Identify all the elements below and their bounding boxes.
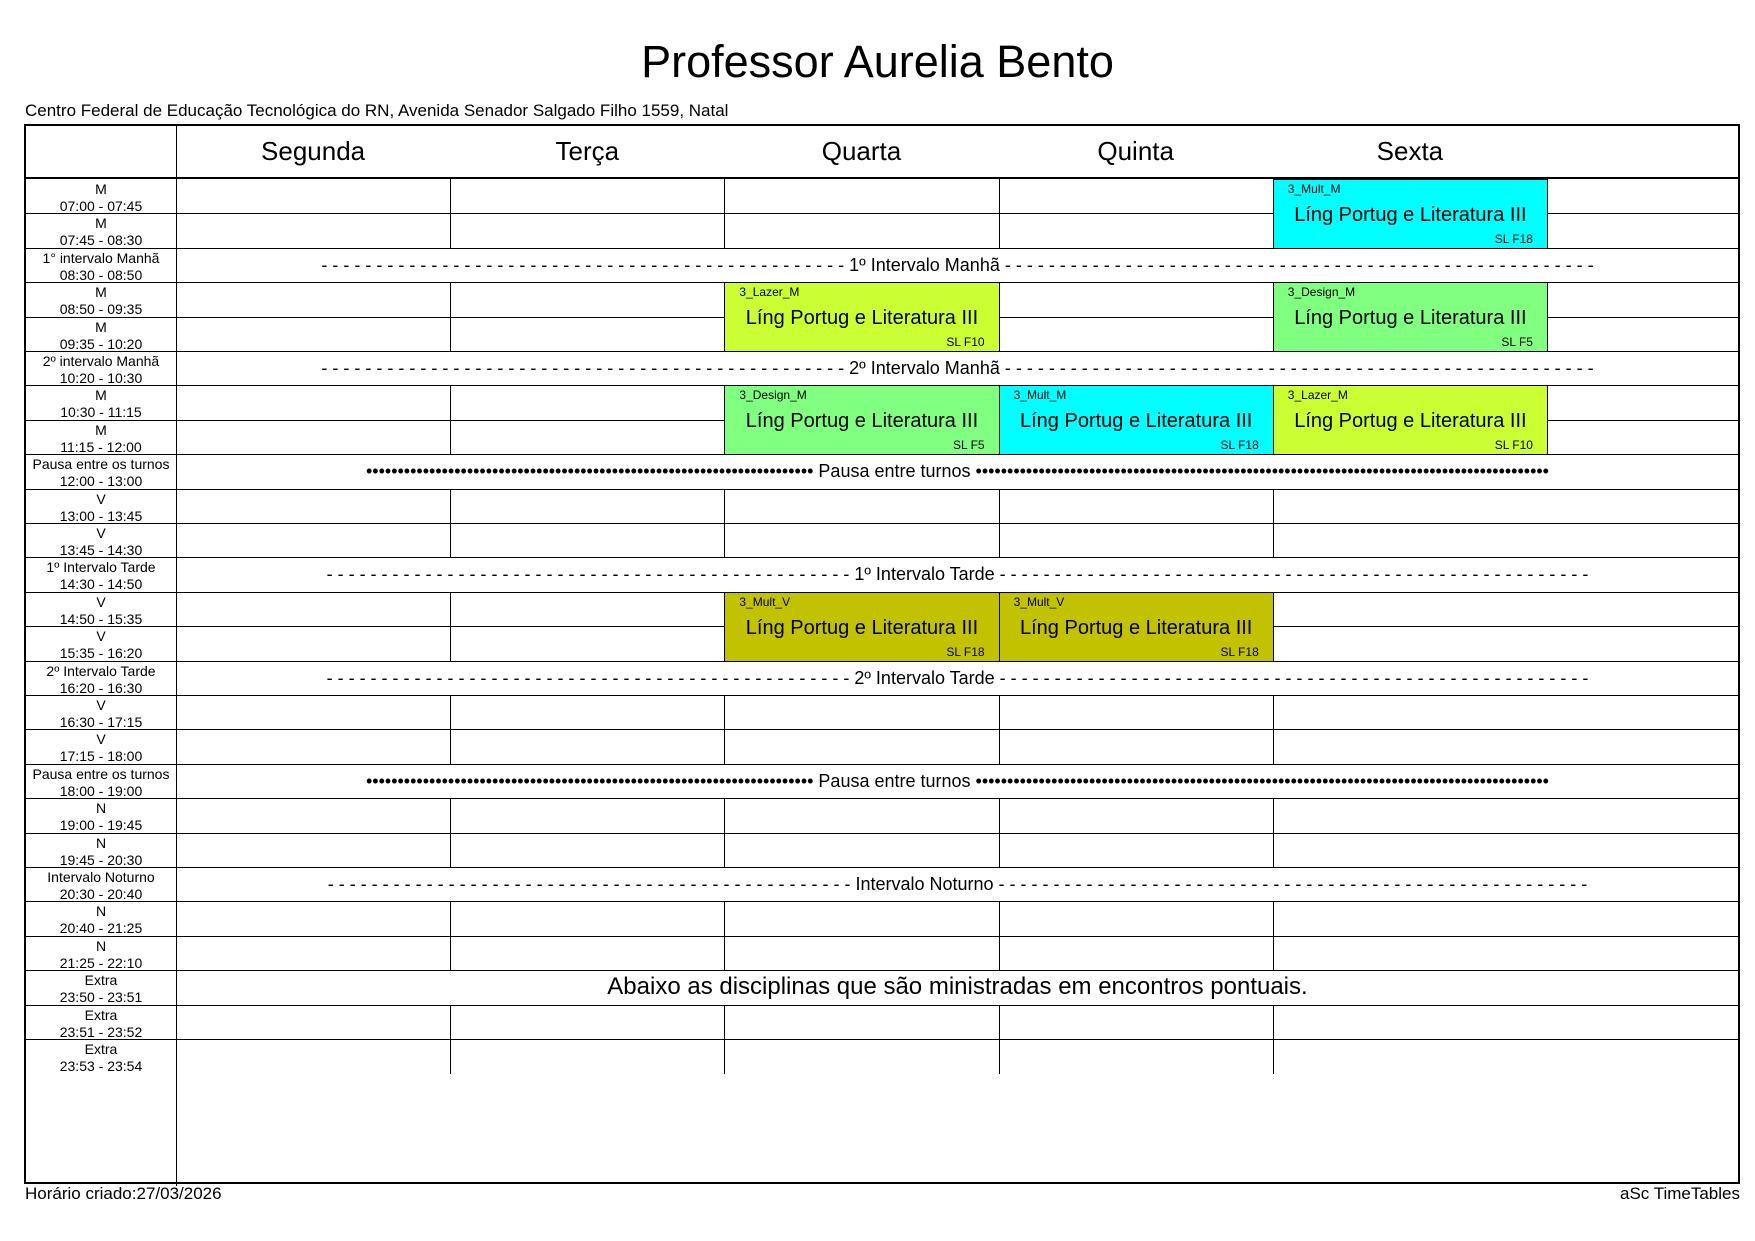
timetable-slot[interactable] [451, 386, 724, 419]
period-time: 23:53 - 23:54 [59, 1058, 143, 1074]
page-title: Professor Aurelia Bento [641, 36, 1114, 87]
lesson-card[interactable] [1273, 385, 1548, 455]
period-label [26, 798, 176, 832]
timetable-slot[interactable] [725, 180, 998, 213]
timetable-slot[interactable] [177, 283, 450, 316]
period-time: 11:15 - 12:00 [60, 438, 142, 455]
day-header: Quarta [821, 136, 902, 166]
break-banner: - - - - - - - - - - - - - - - - - - - - - - - - - - - - - - - - - - - - - - - - - - - - - - - - Intervalo Noturno - - - - - - - - - - - - - - - - - - - - - - - - - - - - - - - - - - - - - - - - - - - - - - - - - - - - - - [327, 874, 1588, 894]
school-address: Centro Federal de Educação Tecnológica do RN, Avenida Senador Salgado Filho 1559, Natal [25, 101, 729, 120]
period-name: M [95, 181, 107, 197]
period-label [26, 764, 176, 798]
timetable-slot[interactable] [451, 421, 724, 454]
period-name: N [95, 903, 107, 920]
timetable-slot[interactable] [177, 490, 450, 523]
timetable-slot[interactable] [451, 283, 724, 316]
created-date: Horário criado:27/03/2026 [25, 1184, 222, 1203]
timetable-grid [24, 124, 1740, 1184]
period-time: 12:00 - 13:00 [59, 473, 143, 490]
lesson-card[interactable] [724, 592, 999, 662]
timetable-slot[interactable] [1274, 730, 1547, 763]
timetable-slot[interactable] [1000, 696, 1273, 729]
timetable-slot[interactable] [451, 627, 724, 660]
lesson-room: SL F18 [1220, 438, 1259, 453]
lesson-room: SL F18 [946, 644, 985, 659]
break-banner: - - - - - - - - - - - - - - - - - - - - - - - - - - - - - - - - - - - - - - - - - - - - - - - - 2º Intervalo Tarde - - - - - - - - - - - - - - - - - - - - - - - - - - - - - - - - - - - - - - - - - - - - - - - - - - - - - - [326, 667, 1589, 688]
timetable-slot[interactable] [177, 937, 450, 970]
timetable-slot[interactable] [451, 730, 724, 763]
lesson-room: SL F10 [1494, 438, 1533, 453]
timetable-slot[interactable] [1274, 524, 1547, 557]
break-banner: ••••••••••••••••••••••••••••••••••••••••••••••••••••••••••••••••••••••• Pausa entre turnos ••••••••••••••••••••••••••••••••••••••••••••••••••••••••••••••••••••••••••••••••••••••••••• [366, 461, 1549, 482]
period-name: Extra [84, 1006, 118, 1023]
timetable-slot[interactable] [451, 524, 724, 557]
period-name: 2º Intervalo Tarde [46, 662, 156, 679]
timetable-slot[interactable] [1000, 730, 1273, 763]
period-name: V [96, 697, 106, 713]
period-label [26, 282, 176, 316]
period-label [26, 1039, 176, 1073]
period-name: N [95, 937, 107, 954]
timetable-slot[interactable] [725, 214, 998, 247]
timetable-slot[interactable] [177, 1006, 450, 1039]
timetable-slot[interactable] [725, 730, 998, 763]
lesson-room: SL F18 [1494, 231, 1533, 246]
timetable-slot[interactable] [1274, 1006, 1547, 1039]
period-label [26, 213, 176, 247]
timetable-slot[interactable] [725, 490, 998, 523]
day-header: Terça [555, 136, 620, 166]
timetable-slot[interactable] [177, 730, 450, 763]
period-time: 10:30 - 11:15 [60, 404, 142, 421]
period-label [26, 454, 176, 488]
lesson-room: SL F5 [953, 438, 985, 453]
break-banner: - - - - - - - - - - - - - - - - - - - - - - - - - - - - - - - - - - - - - - - - - - - - - - - - 2º Intervalo Manhã - - - - - - - - - - - - - - - - - - - - - - - - - - - - - - - - - - - - - - - - - - - - - - - - - - - - - - [321, 358, 1594, 378]
lesson-subject: Líng Portug e Literatura III [1020, 410, 1253, 433]
timetable-slot[interactable] [1000, 318, 1273, 351]
lesson-subject: Líng Portug e Literatura III [745, 410, 979, 433]
timetable-slot[interactable] [1000, 902, 1273, 935]
timetable-slot[interactable] [1000, 214, 1273, 247]
period-label [26, 248, 176, 282]
timetable-slot[interactable] [1274, 937, 1547, 970]
timetable-slot[interactable] [725, 524, 998, 557]
period-name: V [96, 628, 106, 645]
period-label [26, 489, 176, 523]
period-label [26, 523, 176, 557]
lesson-class: 3_Lazer_M [1287, 388, 1348, 403]
lesson-subject: Líng Portug e Literatura III [1294, 410, 1527, 433]
period-label [26, 385, 176, 419]
period-name: 1° intervalo Manhã [42, 249, 160, 266]
timetable-slot[interactable] [1000, 1006, 1273, 1039]
period-time: 10:20 - 10:30 [59, 370, 143, 386]
period-name: M [95, 318, 107, 335]
timetable-slot[interactable] [177, 524, 450, 557]
period-time: 18:00 - 19:00 [59, 782, 143, 799]
timetable-slot[interactable] [725, 937, 998, 970]
period-label [26, 317, 176, 351]
period-label [26, 936, 176, 970]
lesson-class: 3_Mult_V [739, 594, 791, 609]
lesson-card[interactable] [724, 385, 999, 455]
period-label [26, 1005, 176, 1039]
period-label [26, 867, 176, 901]
period-label [26, 592, 176, 626]
period-label [26, 833, 176, 867]
period-time: 13:00 - 13:45 [59, 507, 143, 524]
timetable-slot[interactable] [177, 799, 450, 832]
timetable-slot[interactable] [177, 214, 450, 247]
period-name: V [96, 490, 106, 507]
timetable-slot[interactable] [1000, 283, 1273, 316]
break-banner: ••••••••••••••••••••••••••••••••••••••••••••••••••••••••••••••••••••••• Pausa entre turnos ••••••••••••••••••••••••••••••••••••••••••••••••••••••••••••••••••••••••••••••••••••••••••• [366, 770, 1549, 791]
lesson-room: SL F10 [946, 334, 985, 349]
period-name: V [96, 731, 106, 748]
period-name: Pausa entre os turnos [32, 765, 170, 782]
lesson-card[interactable] [1273, 282, 1548, 352]
timetable-slot[interactable] [451, 1040, 724, 1073]
timetable-slot[interactable] [451, 799, 724, 832]
timetable-slot[interactable] [1274, 593, 1547, 626]
period-name: 1º Intervalo Tarde [46, 559, 156, 576]
period-name: M [95, 284, 107, 301]
period-name: N [95, 800, 107, 817]
lesson-card[interactable] [1273, 179, 1548, 249]
timetable-slot[interactable] [177, 593, 450, 626]
timetable-slot[interactable] [725, 1040, 998, 1073]
period-label [26, 729, 176, 763]
timetable-slot[interactable] [451, 490, 724, 523]
lesson-card[interactable] [724, 282, 999, 352]
timetable-slot[interactable] [1000, 180, 1273, 213]
period-time: 14:50 - 15:35 [59, 610, 143, 627]
period-label [26, 420, 176, 454]
period-time: 20:30 - 20:40 [59, 886, 143, 902]
lesson-card[interactable] [999, 385, 1274, 455]
timetable-slot[interactable] [1274, 490, 1547, 523]
period-name: V [96, 593, 106, 610]
period-time: 16:20 - 16:30 [59, 679, 143, 696]
lesson-subject: Líng Portug e Literatura III [745, 307, 979, 330]
day-header: Sexta [1376, 136, 1444, 166]
period-label [26, 661, 176, 695]
lesson-class: 3_Mult_M [1013, 388, 1067, 403]
timetable-slot[interactable] [451, 318, 724, 351]
period-time: 07:00 - 07:45 [59, 198, 143, 214]
lesson-room: SL F18 [1220, 644, 1259, 659]
period-label [26, 351, 176, 385]
lesson-subject: Líng Portug e Literatura III [1020, 616, 1253, 639]
lesson-card[interactable] [999, 592, 1274, 662]
period-time: 23:50 - 23:51 [59, 989, 143, 1006]
period-label [26, 901, 176, 935]
lesson-subject: Líng Portug e Literatura III [1294, 307, 1527, 330]
lesson-class: 3_Lazer_M [739, 285, 800, 300]
period-name: N [95, 834, 107, 851]
timetable-slot[interactable] [177, 627, 450, 660]
timetable-slot[interactable] [1274, 902, 1547, 935]
period-label [26, 695, 176, 729]
period-time: 23:51 - 23:52 [59, 1023, 143, 1040]
timetable-slot[interactable] [1000, 834, 1273, 867]
day-header: Quinta [1097, 136, 1174, 166]
timetable-slot[interactable] [1000, 1040, 1273, 1073]
lesson-class: 3_Design_M [1287, 285, 1356, 300]
period-label [26, 557, 176, 591]
lesson-class: 3_Mult_M [1287, 182, 1341, 196]
timetable-slot[interactable] [1274, 799, 1547, 832]
timetable-slot[interactable] [725, 1006, 998, 1039]
lesson-class: 3_Mult_V [1013, 594, 1065, 609]
period-name: M [95, 215, 107, 232]
timetable-slot[interactable] [177, 834, 450, 867]
break-banner: - - - - - - - - - - - - - - - - - - - - - - - - - - - - - - - - - - - - - - - - - - - - - - - - 1º Intervalo Tarde - - - - - - - - - - - - - - - - - - - - - - - - - - - - - - - - - - - - - - - - - - - - - - - - - - - - - - [326, 564, 1589, 585]
period-label [26, 626, 176, 660]
timetable-slot[interactable] [1000, 937, 1273, 970]
period-time: 07:45 - 08:30 [59, 232, 143, 249]
period-name: V [96, 525, 106, 541]
timetable-slot[interactable] [451, 834, 724, 867]
period-time: 19:00 - 19:45 [59, 817, 143, 834]
timetable-slot[interactable] [177, 1040, 450, 1073]
period-time: 15:35 - 16:20 [59, 645, 143, 662]
period-time: 20:40 - 21:25 [59, 920, 143, 937]
period-name: M [95, 387, 107, 404]
timetable-slot[interactable] [177, 386, 450, 419]
notice-banner: Abaixo as disciplinas que são ministradas em encontros pontuais. [607, 973, 1308, 1001]
period-time: 08:30 - 08:50 [59, 266, 143, 283]
timetable-slot[interactable] [1000, 524, 1273, 557]
period-label [26, 179, 176, 213]
period-time: 19:45 - 20:30 [59, 851, 143, 868]
period-name: 2º intervalo Manhã [42, 353, 160, 369]
timetable-slot[interactable] [177, 318, 450, 351]
timetable-slot[interactable] [451, 180, 724, 213]
timetable-slot[interactable] [451, 214, 724, 247]
period-time: 09:35 - 10:20 [59, 335, 143, 352]
timetable-slot[interactable] [1274, 627, 1547, 660]
period-label [26, 970, 176, 1004]
timetable-slot[interactable] [451, 1006, 724, 1039]
timetable-slot[interactable] [451, 593, 724, 626]
lesson-subject: Líng Portug e Literatura III [745, 616, 979, 639]
period-name: Pausa entre os turnos [32, 456, 170, 473]
period-name: M [95, 421, 107, 438]
timetable-slot[interactable] [725, 799, 998, 832]
period-name: Intervalo Noturno [47, 869, 155, 885]
lesson-subject: Líng Portug e Literatura III [1294, 204, 1527, 226]
timetable-slot[interactable] [725, 834, 998, 867]
period-time: 14:30 - 14:50 [59, 576, 143, 593]
timetable-slot[interactable] [451, 937, 724, 970]
timetable-slot[interactable] [177, 902, 450, 935]
timetable-slot[interactable] [1274, 696, 1547, 729]
break-banner: - - - - - - - - - - - - - - - - - - - - - - - - - - - - - - - - - - - - - - - - - - - - - - - - 1º Intervalo Manhã - - - - - - - - - - - - - - - - - - - - - - - - - - - - - - - - - - - - - - - - - - - - - - - - - - - - - - [321, 254, 1594, 275]
lesson-class: 3_Design_M [739, 388, 807, 403]
timetable-slot[interactable] [1274, 1040, 1547, 1073]
timetable-slot[interactable] [451, 696, 724, 729]
lesson-room: SL F5 [1501, 334, 1533, 349]
timetable-slot[interactable] [177, 180, 450, 213]
timetable-slot[interactable] [177, 421, 450, 454]
timetable-slot[interactable] [177, 696, 450, 729]
timetable-slot[interactable] [1000, 490, 1273, 523]
timetable-slot[interactable] [725, 902, 998, 935]
timetable-slot[interactable] [451, 902, 724, 935]
period-time: 17:15 - 18:00 [59, 748, 143, 765]
day-header: Segunda [261, 136, 366, 166]
timetable-slot[interactable] [1000, 799, 1273, 832]
timetable-slot[interactable] [725, 696, 998, 729]
period-name: Extra [84, 1041, 118, 1057]
period-time: 13:45 - 14:30 [59, 542, 143, 558]
brand-label: aSc TimeTables [1620, 1184, 1740, 1203]
timetable-slot[interactable] [1274, 834, 1547, 867]
period-time: 08:50 - 09:35 [59, 301, 143, 318]
period-time: 16:30 - 17:15 [59, 714, 143, 730]
period-name: Extra [84, 972, 118, 989]
period-time: 21:25 - 22:10 [59, 954, 143, 971]
